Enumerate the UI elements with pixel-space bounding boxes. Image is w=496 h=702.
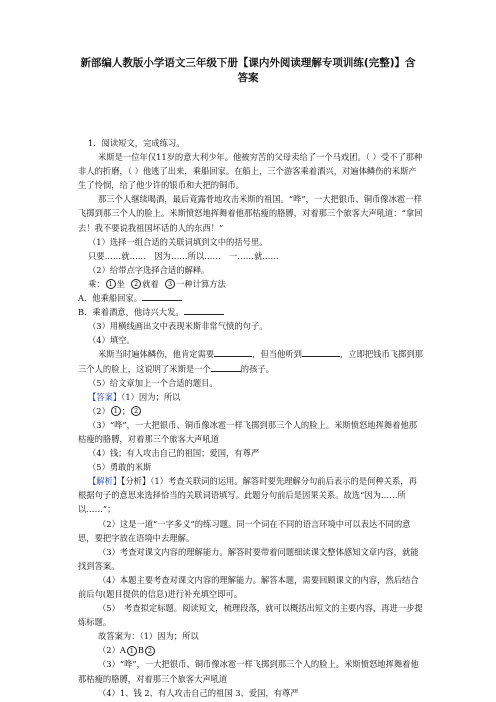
sub-question-1-options: 只要……就…… 因为……所以…… 一……就…… xyxy=(88,250,279,261)
analysis-3: （3）考查对课文内容的理解能力。解答时要带着问题细读课文整体感知文章内容，就能找到答案。 xyxy=(78,546,419,571)
fill-text-1: 米斯当时遍体鳞伤，他肯定需要 xyxy=(98,349,215,360)
answer-3: （3）“哗”，一大把银币、铜币像冰雹一样飞掷到那三个人的脸上。米斯愤怒地挥舞着他那枯瘦的胳膊，对着那三个旅客大声吼道 xyxy=(78,419,418,444)
solution-2 xyxy=(78,643,424,657)
sub-question-2-a xyxy=(78,291,424,305)
solution-2-mid: B xyxy=(137,645,144,656)
solution-3: （3）“哗”，一大把银币、铜币像冰雹一样飞掷到那三个人的脸上。米斯愤怒地挥舞着他那枯瘦的胳膊，对着那三个旅客大声吼道 xyxy=(78,659,419,684)
document-title xyxy=(80,56,416,86)
analysis-2: （2）这是一道“一字多义”的练习题。同一个词在不同的语言环境中可以表达不同的意思，要把字放在语境中去理解。 xyxy=(78,518,411,543)
sub-question-3: （3）用横线画出文中表现米斯非常气愤的句子。 xyxy=(88,321,268,332)
sub-question-5: （5）给文章加上一个合适的题目。 xyxy=(88,377,218,388)
sub-question-2-b xyxy=(78,305,424,319)
definition-2: 就着 xyxy=(142,278,159,289)
answer-label: 【答案】 xyxy=(88,391,122,402)
title-line-2: 答案 xyxy=(237,72,259,84)
circled-number-2: 2 xyxy=(131,406,141,416)
fill-text-4: 的孩子。 xyxy=(240,363,274,374)
answer-blank[interactable] xyxy=(211,362,241,372)
solution-4: （4）1、钱 2、有人攻击自己的祖国 3、爱国，有尊严 xyxy=(98,687,299,698)
question-heading: 1．阅读短文，完成练习。 xyxy=(88,138,185,148)
answer-1: （1）因为；所以 xyxy=(121,391,181,402)
analysis-line-1 xyxy=(78,474,424,516)
fill-text-2: ，但当他听到 xyxy=(252,349,302,360)
analysis-4: （4）本题主要考查对课文内容的理解能力。解答本题，需要回顾课文的内容，然后结合前后句(题目提供的信息)进行补充填空即可。 xyxy=(78,574,419,599)
passage-paragraph-2: 那三个人继续喝酒，最后竟露骨地攻击米斯的祖国。“哗”，一大把银币、铜币像冰雹一样飞掷到那三个人的脸上。米斯愤怒地挥舞着他那枯瘦的胳膊，对着那三个旅客大声吼道：“拿回去！我不要说我祖国坏话的人的东西！” xyxy=(78,194,423,233)
solution-label: 故答案为：（1）因为；所以 xyxy=(98,631,199,642)
circled-number-1: 1 xyxy=(106,279,116,289)
circled-number-1: 1 xyxy=(127,646,137,656)
word-prefix: 乘： xyxy=(88,278,105,289)
analysis-label: 【解析】 xyxy=(88,476,122,487)
sentence-b: B．乘着酒意，他诗兴大发。 xyxy=(78,307,184,318)
answer-blank[interactable] xyxy=(184,305,224,315)
definition-3: 一种计算方法 xyxy=(176,278,226,289)
analysis-1: 【分析】（1）考查关联词的运用。解答时要先理解分句前后表示的是何种关系，再根据句子的意思来选择恰当的关联词语填写。此题分句前后是因果关系。故选“因为……所以……”； xyxy=(78,476,417,515)
definition-options xyxy=(78,277,424,291)
answer-5: （5）勇敢的米斯 xyxy=(88,462,152,473)
answer-blank[interactable] xyxy=(302,347,340,357)
sub-question-4: （4）填空。 xyxy=(88,335,135,346)
exercise-content xyxy=(78,136,424,700)
answer-blank[interactable] xyxy=(214,347,252,357)
answer-line-2: （2） 1 ； 2 xyxy=(78,404,424,418)
passage-paragraph-1: 米斯是一位年仅11岁的意大利少年。他被穷苦的父母卖给了一个马戏团。（ ）受不了那种非人的折磨，（ ）他逃了出来，乘船回家。在船上，三个游客乘着酒兴，对遍体鳞伤的米斯产生了怜悯，给了他少许的银币和大把的铜币。 xyxy=(78,152,423,191)
analysis-5: （5） 考查拟定标题。阅读短文，梳理段落，就可以概括出短文的主要内容，再进一步提炼标题。 xyxy=(78,603,423,628)
fill-in-sentence xyxy=(78,347,424,375)
fill-text-3: ，立即把钱币飞掷到那三个人的脸上，这说明了米斯是一个 xyxy=(78,349,423,374)
sub-question-1: （1）选择一组合适的关联词填到文中的括号里。 xyxy=(88,236,268,247)
answer-4: （4）钱；有人攻击自己的祖国；爱国，有尊严 xyxy=(88,448,260,459)
sentence-a: A．他乘船回家。 xyxy=(78,293,143,304)
answer-line-1 xyxy=(78,390,424,404)
definition-1: 坐 xyxy=(116,278,125,289)
answer-blank[interactable] xyxy=(142,291,182,301)
solution-2-prefix: （2）A xyxy=(98,645,126,656)
answer-2-prefix: （2） xyxy=(88,405,110,416)
circled-number-2: 2 xyxy=(145,646,155,656)
circled-number-1: 1 xyxy=(111,406,121,416)
title-line-1: 新部编人教版小学语文三年级下册【课内外阅读理解专项训练(完整)】含 xyxy=(80,57,416,69)
sub-question-2: （2）给带点字选择合适的解释。 xyxy=(88,264,210,275)
circled-number-2: 2 xyxy=(131,279,141,289)
circled-number-3: 3 xyxy=(165,279,175,289)
